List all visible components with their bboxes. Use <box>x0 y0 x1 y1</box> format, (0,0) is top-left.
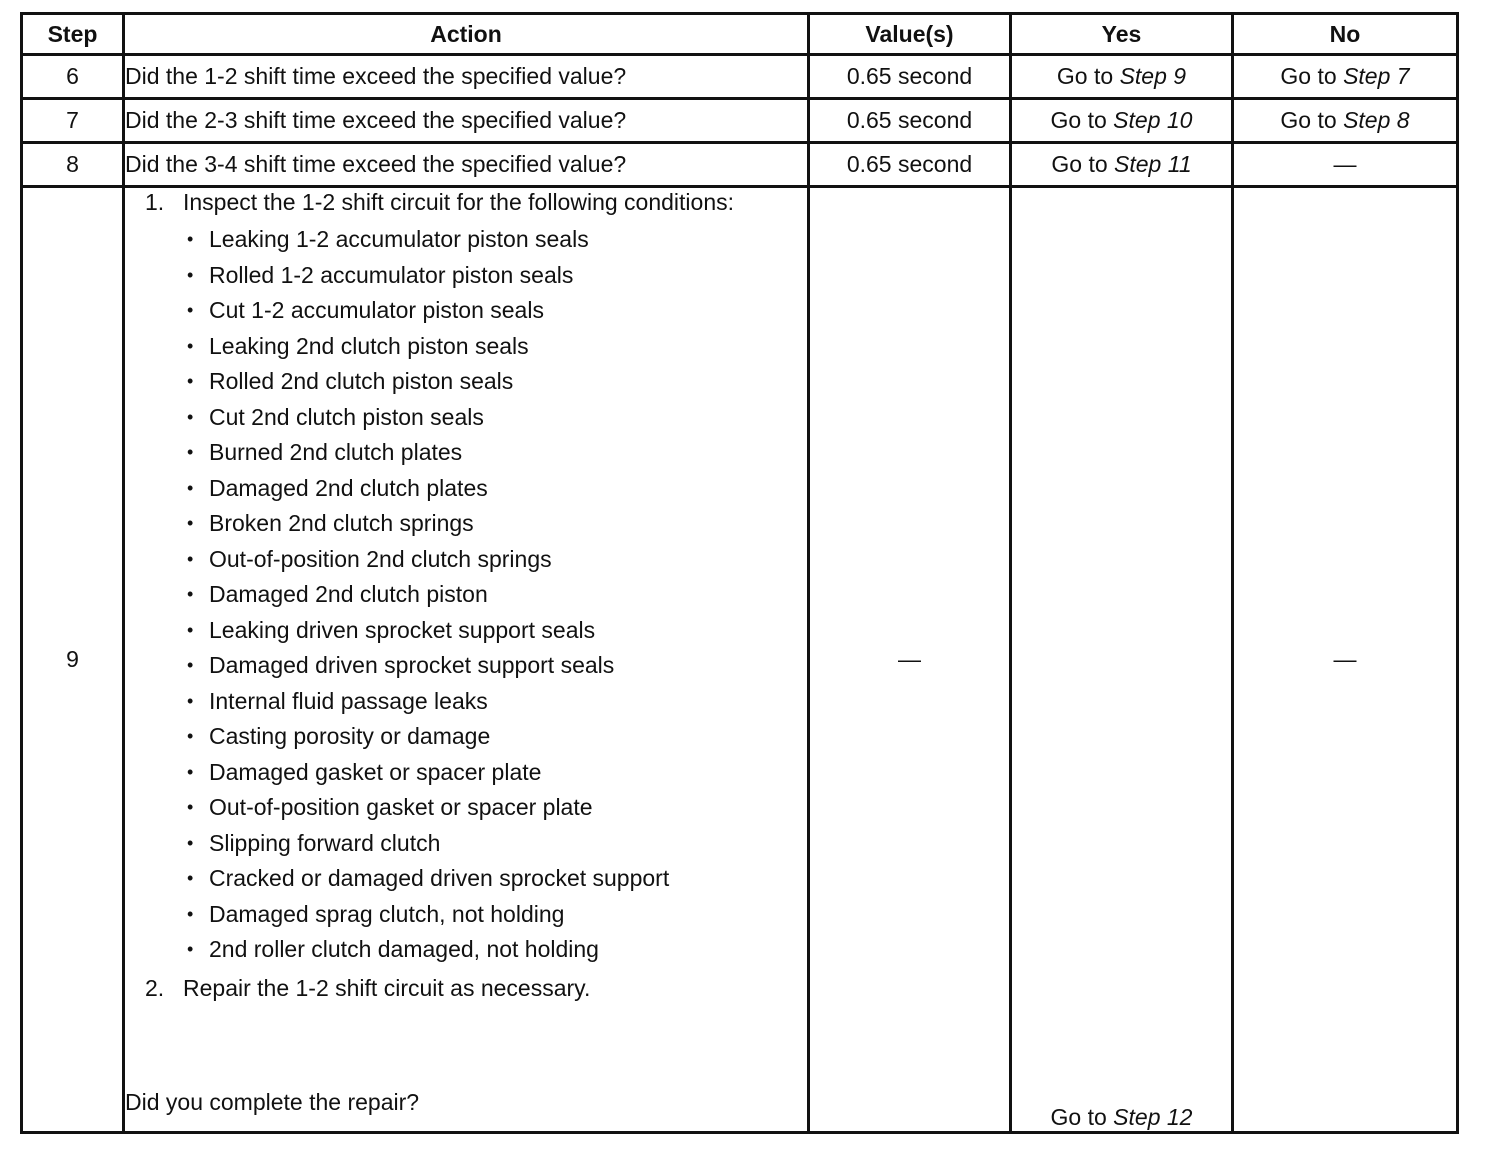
step-number: 8 <box>22 143 124 187</box>
condition-list-item <box>187 222 807 258</box>
value-cell: — <box>809 187 1011 1133</box>
condition-list-item <box>187 293 807 329</box>
condition-list-item <box>187 400 807 436</box>
header-values: Value(s) <box>809 14 1011 55</box>
yes-cell <box>1011 55 1233 99</box>
condition-list-item <box>187 613 807 649</box>
bullet-icon: • <box>187 868 194 888</box>
bullet-icon: • <box>187 655 194 675</box>
condition-list-item <box>187 435 807 471</box>
action-cell-step-9 <box>124 187 809 1133</box>
step-number: 6 <box>22 55 124 99</box>
item-text: Inspect the 1-2 shift circuit for the following conditions: <box>183 189 735 215</box>
yes-prefix: Go to <box>1051 151 1115 177</box>
condition-text: Internal fluid passage leaks <box>209 687 488 714</box>
yes-prefix: Go to <box>1056 63 1120 89</box>
yes-prefix: Go to <box>1050 1104 1114 1130</box>
condition-text: Damaged driven sprocket support seals <box>209 652 615 678</box>
condition-list-item <box>187 542 807 578</box>
yes-cell <box>1011 143 1233 187</box>
no-prefix: Go to <box>1280 107 1344 133</box>
condition-text: Casting porosity or damage <box>209 723 491 749</box>
header-row <box>22 14 1458 55</box>
header-action: Action <box>124 14 809 55</box>
numbered-item-2 <box>125 974 807 1002</box>
bullet-icon: • <box>187 371 194 391</box>
action-text: Did the 2-3 shift time exceed the specified value? <box>124 99 809 143</box>
condition-list-item <box>187 897 807 933</box>
condition-list-item <box>187 506 807 542</box>
yes-step-link: Step 11 <box>1114 151 1192 177</box>
condition-text: Leaking driven sprocket support seals <box>209 616 596 643</box>
action-text: Did the 1-2 shift time exceed the specified value? <box>124 55 809 99</box>
condition-text: Damaged sprag clutch, not holding <box>209 900 565 927</box>
condition-text: Damaged gasket or spacer plate <box>209 758 542 785</box>
condition-text: 2nd roller clutch damaged, not holding <box>209 936 599 962</box>
condition-text: Broken 2nd clutch springs <box>209 510 474 536</box>
condition-text: Cut 1-2 accumulator piston seals <box>209 297 544 323</box>
condition-text: Damaged 2nd clutch plates <box>209 474 488 501</box>
bullet-icon: • <box>187 513 194 533</box>
item-number: 1. <box>145 189 165 215</box>
condition-list-item <box>187 648 807 684</box>
no-step-link: Step 8 <box>1343 107 1410 133</box>
action-content <box>125 188 807 1122</box>
bullet-icon: • <box>187 761 194 782</box>
table-row-step-6 <box>22 55 1458 99</box>
condition-text: Out-of-position gasket or spacer plate <box>209 794 593 820</box>
value-cell: 0.65 second <box>809 55 1011 99</box>
condition-list-item <box>187 861 807 897</box>
bullet-icon: • <box>187 797 194 817</box>
condition-text: Leaking 1-2 accumulator piston seals <box>209 226 589 252</box>
condition-list-item <box>187 684 807 720</box>
numbered-item-1 <box>125 188 807 216</box>
yes-cell <box>1011 99 1233 143</box>
condition-list-item <box>187 258 807 294</box>
bullet-icon: • <box>187 477 194 498</box>
bullet-icon: • <box>187 229 194 249</box>
bullet-icon: • <box>187 903 194 924</box>
yes-cell <box>1011 187 1233 1133</box>
condition-list-item <box>187 932 807 968</box>
value-cell: 0.65 second <box>809 99 1011 143</box>
condition-list-item <box>187 755 807 791</box>
header-step: Step <box>22 14 124 55</box>
bullet-icon: • <box>187 300 194 320</box>
bullet-icon: • <box>187 939 194 959</box>
yes-step-link: Step 9 <box>1119 63 1187 89</box>
bullet-icon: • <box>187 690 194 711</box>
condition-text: Damaged 2nd clutch piston <box>209 581 488 607</box>
bullet-icon: • <box>187 726 194 746</box>
condition-text: Leaking 2nd clutch piston seals <box>209 332 529 359</box>
table-row-step-9 <box>22 187 1458 1133</box>
condition-text: Cut 2nd clutch piston seals <box>209 403 484 430</box>
no-step-link: Step 7 <box>1343 63 1410 89</box>
condition-text: Slipping forward clutch <box>209 829 441 856</box>
no-prefix: Go to <box>1280 63 1344 89</box>
condition-list-item <box>187 719 807 755</box>
item-text: Repair the 1-2 shift circuit as necessary. <box>183 974 591 1001</box>
step-number: 9 <box>22 187 124 1133</box>
no-cell: — <box>1233 187 1458 1133</box>
bullet-icon: • <box>187 335 194 356</box>
yes-prefix: Go to <box>1050 107 1114 133</box>
no-cell <box>1233 99 1458 143</box>
no-cell <box>1233 55 1458 99</box>
bullet-icon: • <box>187 548 194 569</box>
bullet-icon: • <box>187 619 194 640</box>
conditions-list <box>125 222 807 968</box>
action-text: Did the 3-4 shift time exceed the specified value? <box>124 143 809 187</box>
condition-list-item <box>187 329 807 365</box>
bullet-icon: • <box>187 406 194 427</box>
condition-text: Rolled 1-2 accumulator piston seals <box>209 261 574 288</box>
table-row-step-8 <box>22 143 1458 187</box>
table-row-step-7 <box>22 99 1458 143</box>
condition-list-item <box>187 790 807 826</box>
yes-step-link: Step 10 <box>1113 107 1193 133</box>
condition-list-item <box>187 364 807 400</box>
condition-text: Burned 2nd clutch plates <box>209 439 463 465</box>
condition-list-item <box>187 471 807 507</box>
diagnostic-table <box>20 12 1459 1134</box>
step-number: 7 <box>22 99 124 143</box>
header-yes: Yes <box>1011 14 1233 55</box>
repair-question: Did you complete the repair? <box>125 1089 420 1115</box>
no-cell: — <box>1233 143 1458 187</box>
yes-step-link: Step 12 <box>1113 1104 1193 1130</box>
header-no: No <box>1233 14 1458 55</box>
bullet-icon: • <box>187 832 194 853</box>
bullet-icon: • <box>187 442 194 462</box>
condition-text: Out-of-position 2nd clutch springs <box>209 545 552 572</box>
value-cell: 0.65 second <box>809 143 1011 187</box>
condition-list-item <box>187 577 807 613</box>
condition-text: Rolled 2nd clutch piston seals <box>209 368 514 394</box>
condition-text: Cracked or damaged driven sprocket support <box>209 865 670 891</box>
item-number: 2. <box>145 974 165 1001</box>
condition-list-item <box>187 826 807 862</box>
bullet-icon: • <box>187 584 194 604</box>
bullet-icon: • <box>187 264 194 285</box>
